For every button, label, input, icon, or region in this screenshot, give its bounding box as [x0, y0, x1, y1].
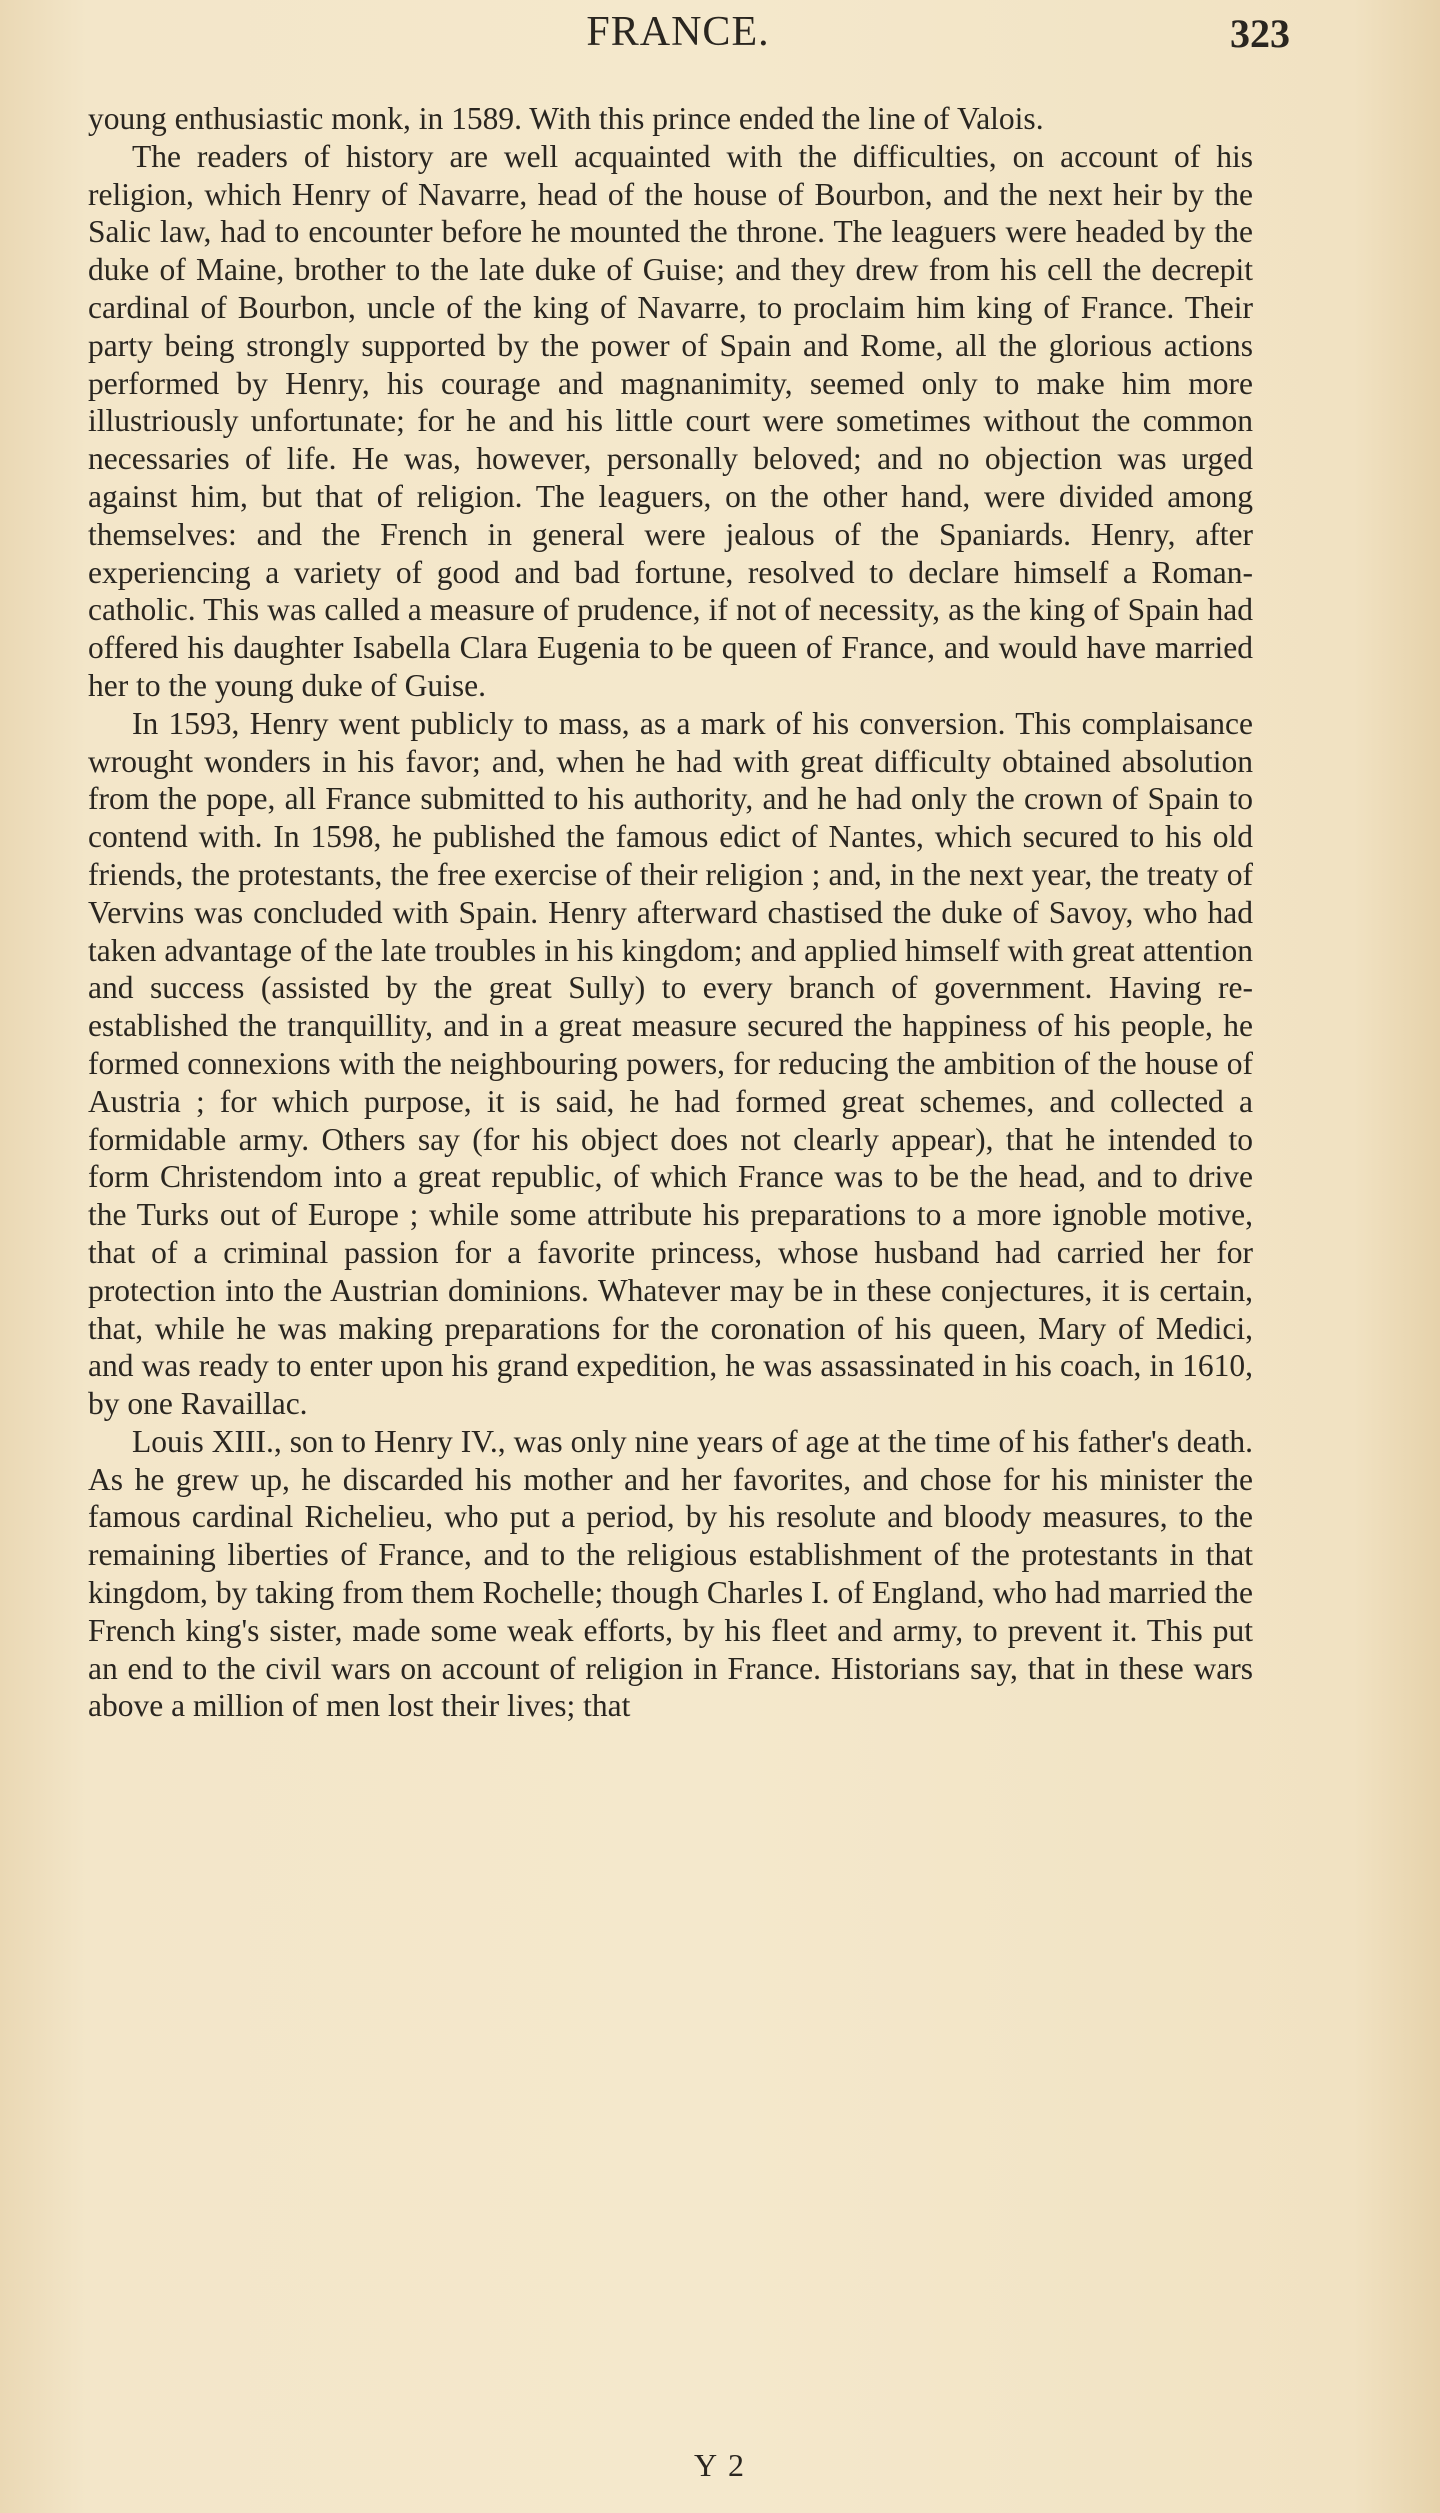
paragraph-4: Louis XIII., son to Henry IV., was only nine years of age at the time of his father's death. As he grew up, he discarded his mother and her favorites, and chose for his minister the famous cardinal Richelieu, who put a period, by his resolute and bloody measures, to the remaining liberties of France, and to the religious establishment of the protestants in that kingdom, by taking from them Rochelle; though Charles I. of England, who had married the French king's sister, made some weak efforts, by his fleet and army, to prevent it. This put an end to the civil wars on account of religion in France. Historians say, that in these wars above a million of men lost their lives; that [88, 1423, 1253, 1724]
running-title: FRANCE. [586, 9, 770, 55]
paragraph-1: young enthusiastic monk, in 1589. With this prince ended the line of Valois. [88, 101, 1044, 136]
page-header [88, 8, 1290, 68]
signature-mark: Y 2 [694, 2447, 746, 2483]
paragraph-2: The readers of history are well acquainted with the difficulties, on account of his religion, which Henry of Navarre, head of the house of Bourbon, and the next heir by the Salic law, had to encounter before he mounted the throne. The leaguers were headed by the duke of Maine, brother to the late duke of Guise; and they drew from his cell the decrepit cardinal of Bourbon, uncle of the king of Navarre, to proclaim him king of France. Their party being strongly supported by the power of Spain and Rome, all the glorious actions performed by Henry, his courage and magnanimity, seemed only to make him more illustriously unfortunate; for he and his little court were sometimes without the common necessaries of life. He was, however, personally beloved; and no objection was urged against him, but that of religion. The leaguers, on the other hand, were divided among themselves: and the French in general were jealous of the Spaniards. Henry, after experiencing a variety of good and bad fortune, resolved to declare himself a Roman-catholic. This was called a measure of prudence, if not of necessity, as the king of Spain had offered his daughter Isabella Clara Eugenia to be queen of France, and would have married her to the young duke of Guise. [88, 138, 1253, 703]
paragraph-3: In 1593, Henry went publicly to mass, as a mark of his conversion. This complaisance wrought wonders in his favor; and, when he had with great difficulty obtained absolution from the pope, all France submitted to his authority, and he had only the crown of Spain to contend with. In 1598, he published the famous edict of Nantes, which secured to his old friends, the protestants, the free exercise of their religion ; and, in the next year, the treaty of Vervins was concluded with Spain. Henry afterward chastised the duke of Savoy, who had taken advantage of the late troubles in his kingdom; and applied himself with great attention and success (assisted by the great Sully) to every branch of government. Having re-established the tranquillity, and in a great measure secured the happiness of his people, he formed connexions with the neighbouring powers, for reducing the ambition of the house of Austria ; for which purpose, it is said, he had formed great schemes, and collected a formidable army. Others say (for his object does not clearly appear), that he intended to form Christendom into a great republic, of which France was to be the head, and to drive the Turks out of Europe ; while some attribute his preparations to a more ignoble motive, that of a criminal passion for a favorite princess, whose husband had carried her for protection into the Austrian dominions. Whatever may be in these conjectures, it is certain, that, while he was making preparations for the coronation of his queen, Mary of Medici, and was ready to enter upon his grand expedition, he was assassinated in his coach, in 1610, by one Ravaillac. [88, 705, 1253, 1422]
body-text [88, 100, 1253, 1725]
page-number: 323 [1230, 11, 1290, 56]
